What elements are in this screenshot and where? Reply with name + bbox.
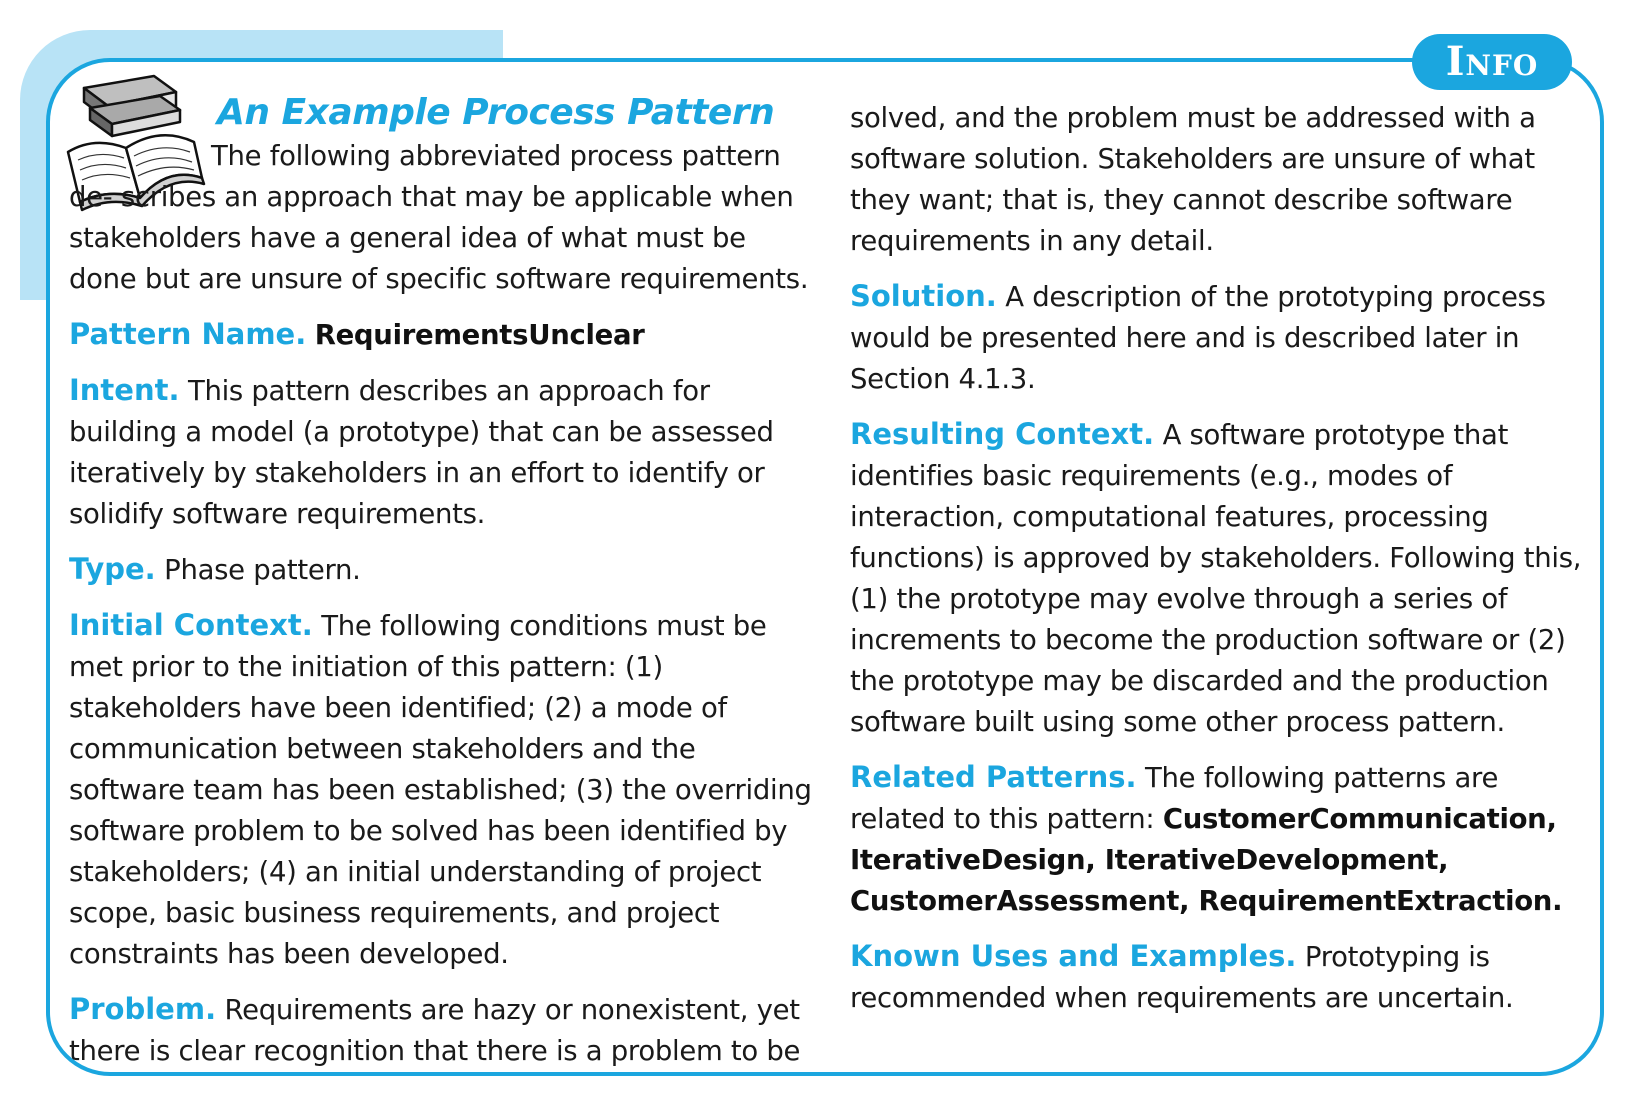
known-uses-text: Prototyping is recommended when requirements are uncertain. [850,941,1514,1014]
related-patterns-label: Related Patterns. [850,760,1137,794]
pattern-name-label: Pattern Name. [69,317,307,351]
section-resulting-context [850,414,1590,743]
solution-label: Solution. [850,279,997,313]
pattern-name-value: RequirementsUnclear [314,319,645,351]
section-related-patterns [850,757,1590,922]
intent-text: This pattern describes an approach for building a model (a prototype) that can be assessed iteratively by stakeholders in an effort to identify or solidify software requirements. [69,375,774,530]
problem-label: Problem. [69,992,217,1026]
section-initial-context [69,605,814,975]
type-text: Phase pattern. [164,554,361,586]
known-uses-label: Known Uses and Examples. [850,939,1297,973]
solution-text: A description of the prototyping process would be presented here and is described later in Section 4.1.3. [850,281,1546,395]
resulting-context-text: A software prototype that identifies basic requirements (e.g., modes of interaction, computational features, processing functions) is approved by stakeholders. Following this, (1) the prototype may evolve through a series of increments to become the production software or (2) the prototype may be discarded and the production software built using some other process pattern. [850,419,1582,738]
related-patterns-text: The following patterns are related to this pattern: [850,762,1499,835]
resulting-context-label: Resulting Context. [850,417,1155,451]
left-column [69,90,814,1086]
section-intent [69,370,814,535]
section-pattern-name [69,314,814,356]
intro-paragraph [69,136,814,300]
section-problem [69,989,814,1072]
intro-first-line: The following abbreviated process pattern de- [69,140,781,213]
info-badge: Info [1412,34,1572,90]
section-known-uses [850,936,1590,1019]
right-column [850,98,1590,1033]
problem-text-left: Requirements are hazy or nonexistent, yet there is clear recognition that there is a problem to be [69,994,801,1067]
initial-context-label: Initial Context. [69,608,313,642]
intent-label: Intent. [69,373,180,407]
problem-continued: solved, and the problem must be addressed with a software solution. Stakeholders are unsure of what they want; that is, they cannot describe software requirements in any detail. [850,102,1536,257]
section-type [69,549,814,591]
initial-context-text: The following conditions must be met prior to the initiation of this pattern: (1) stakeholders have been identified; (2) a mode of communication between stakeholders and the software team has been established; (3) the overriding software problem to be solved has been identified by stakeholders; (4) an initial understanding of project scope, basic business requirements, and project constraints has been developed. [69,610,812,970]
related-patterns-list: CustomerCommunication, IterativeDesign, IterativeDevelopment, CustomerAssessment, RequirementExtraction. [850,803,1563,917]
intro-rest: scribes an approach that may be applicable when stakeholders have a general idea of what must be done but are unsure of specific software requirements. [69,181,809,295]
box-title: An Example Process Pattern [217,92,775,133]
section-solution [850,276,1590,400]
type-label: Type. [69,552,156,586]
